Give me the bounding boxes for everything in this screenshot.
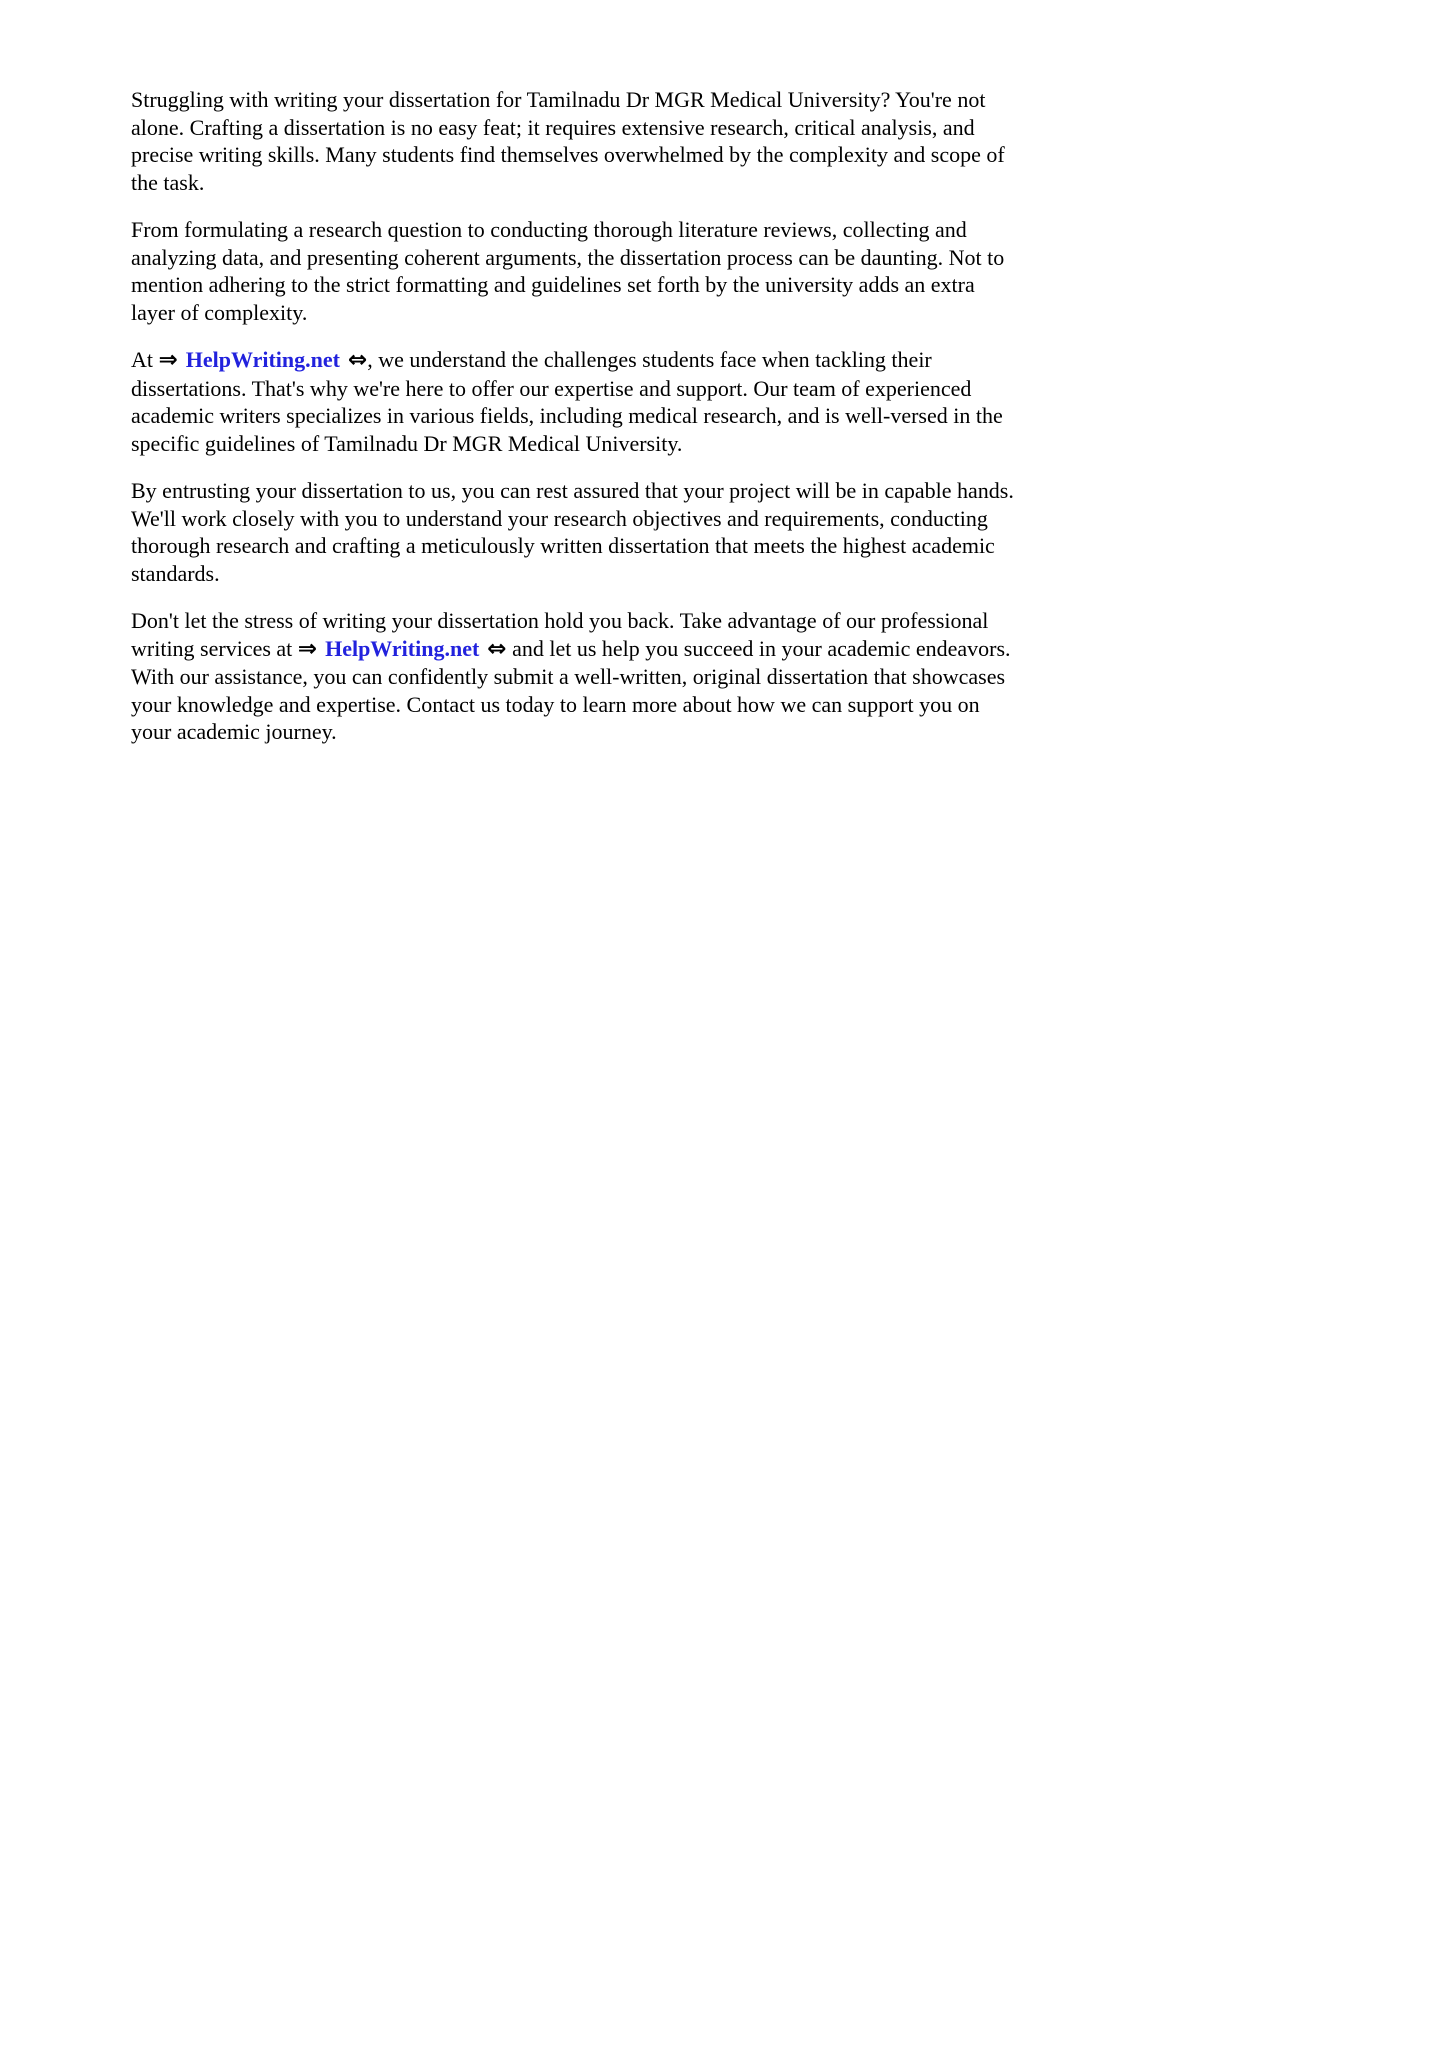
text-line [131, 375, 1051, 403]
text-run: Don't let the stress of writing your dissertation hold you back. Take advantage of our professional [131, 608, 989, 633]
text-run: specific guidelines of Tamilnadu Dr MGR Medical University. [131, 430, 683, 456]
text-line [131, 691, 1051, 719]
paragraph [131, 477, 1051, 587]
text-line [131, 718, 1051, 746]
text-run: your academic journey. [131, 719, 337, 744]
double-left-right-arrow-icon: ⇔ [340, 347, 368, 373]
text-line [131, 505, 1051, 533]
text-run: writing services at [131, 635, 298, 661]
text-line [131, 430, 1051, 458]
text-line [131, 271, 1051, 299]
text-run: By entrusting your dissertation to us, you can rest assured that your project will be in capable hands. [131, 478, 1014, 503]
document-body [131, 86, 1051, 766]
text-line [131, 86, 1051, 114]
paragraph [131, 86, 1051, 196]
text-line [131, 532, 1051, 560]
helpwriting-link[interactable]: HelpWriting.net [185, 347, 340, 372]
text-run: layer of complexity. [131, 299, 308, 325]
text-line [131, 663, 1051, 691]
text-run: We'll work closely with you to understand your research objectives and requirements, conducting [131, 505, 988, 531]
double-right-arrow-icon: ⇒ [297, 635, 326, 662]
text-run: At [131, 347, 159, 372]
text-line [131, 216, 1051, 244]
text-line [131, 477, 1051, 505]
double-right-arrow-icon: ⇒ [158, 347, 186, 373]
text-run: standards. [131, 560, 220, 586]
text-run: mention adhering to the strict formatting and guidelines set forth by the university adds an extra [131, 272, 975, 297]
text-run: precise writing skills. Many students find themselves overwhelmed by the complexity and scope of [131, 142, 1005, 167]
text-run: your knowledge and expertise. Contact us today to learn more about how we can support you on [131, 691, 980, 717]
text-line [131, 244, 1051, 272]
text-line [131, 402, 1051, 430]
text-run: , we understand the challenges students face when tackling their [367, 347, 932, 372]
text-line [131, 346, 1051, 375]
text-run: alone. Crafting a dissertation is no easy feat; it requires extensive research, critical analysis, and [131, 114, 975, 140]
text-line [131, 635, 1051, 664]
text-run: With our assistance, you can confidently submit a well-written, original dissertation that showcases [131, 664, 1006, 689]
helpwriting-link[interactable]: HelpWriting.net [325, 635, 480, 661]
text-line [131, 141, 1051, 169]
text-run: academic writers specializes in various fields, including medical research, and is well-versed in the [131, 403, 1003, 428]
text-line [131, 114, 1051, 142]
text-run: thorough research and crafting a meticulously written dissertation that meets the highest academic [131, 533, 995, 558]
paragraph [131, 607, 1051, 746]
text-line [131, 607, 1051, 635]
text-line [131, 299, 1051, 327]
paragraph [131, 346, 1051, 457]
paragraph [131, 216, 1051, 326]
text-line [131, 560, 1051, 588]
text-run: analyzing data, and presenting coherent arguments, the dissertation process can be daunting. Not to [131, 244, 1005, 270]
text-run: dissertations. That's why we're here to offer our expertise and support. Our team of experienced [131, 375, 972, 401]
text-line [131, 169, 1051, 197]
text-run: the task. [131, 169, 205, 195]
text-run: and let us help you succeed in your academic endeavors. [506, 635, 1011, 661]
double-left-right-arrow-icon: ⇔ [479, 635, 507, 662]
text-run: From formulating a research question to conducting thorough literature reviews, collecting and [131, 217, 967, 242]
text-run: Struggling with writing your dissertation for Tamilnadu Dr MGR Medical University? You're not [131, 87, 986, 112]
